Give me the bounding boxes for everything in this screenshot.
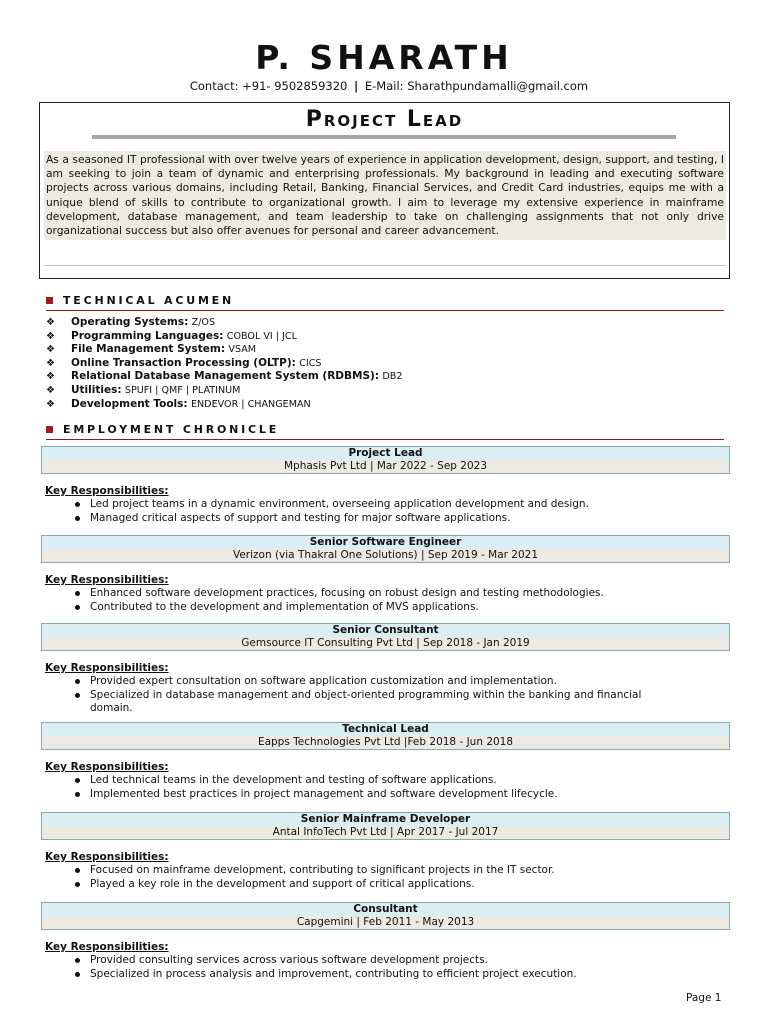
responsibility-item: Enhanced software development practices, focusing on robust design and testing methodologies. <box>45 587 685 601</box>
responsibility-item: Led project teams in a dynamic environment, overseeing application development and design. <box>45 498 685 512</box>
responsibility-item: Implemented best practices in project management and software development lifecycle. <box>45 788 685 802</box>
skill-item <box>46 357 726 371</box>
job-entry <box>0 902 768 992</box>
diamond-bullet-icon: ❖ <box>46 317 55 328</box>
diamond-bullet-icon: ❖ <box>46 344 55 356</box>
contact-separator: | <box>354 79 359 93</box>
responsibilities-list <box>45 498 685 525</box>
skill-value: CICS <box>299 357 322 369</box>
job-entry <box>0 535 768 625</box>
skill-key: File Management System: <box>71 343 226 356</box>
responsibilities-list <box>45 954 685 981</box>
key-responsibilities-label: Key Responsibilities: <box>45 485 169 497</box>
diamond-bullet-icon: ❖ <box>46 384 55 396</box>
summary-box <box>39 102 730 279</box>
contact-phone: Contact: +91- 9502859320 <box>189 79 348 93</box>
technical-acumen-heading <box>46 294 724 311</box>
section-marker-icon <box>46 426 53 433</box>
job-header <box>41 722 730 750</box>
key-responsibilities-label: Key Responsibilities: <box>45 662 169 674</box>
summary-divider <box>44 265 726 266</box>
skill-value: VSAM <box>228 344 257 356</box>
candidate-name: P. SHARATH <box>255 38 513 77</box>
responsibility-item: Provided consulting services across various software development projects. <box>45 954 685 968</box>
skill-key: Online Transaction Processing (OLTP): <box>71 356 296 369</box>
diamond-bullet-icon: ❖ <box>46 357 55 369</box>
responsibility-item: Focused on mainframe development, contributing to significant projects in the IT sector. <box>45 864 685 878</box>
title-underline <box>92 135 676 139</box>
skill-value: ENDEVOR | CHANGEMAN <box>190 398 311 410</box>
summary-text: As a seasoned IT professional with over twelve years of experience in application development, design, support, and testing, I am seeking to join a team of dynamic and enterprising professionals. My background in leading and executing software projects across various domains, including Retail, Banking, Financial Services, and Credit Card industries, equips me with a unique blend of skills to contribute to organizational growth. I aim to leverage my extensive experience in mainframe development, database management, and team leadership to take on challenging assignments that not only drive organizational success but also offer avenues for personal and career advancement. <box>44 151 726 240</box>
role-title: Project Lead <box>305 107 464 132</box>
job-entry <box>0 446 768 536</box>
skill-value: COBOL VI | JCL <box>226 330 297 342</box>
employment-chronicle-label: EMPLOYMENT CHRONICLE <box>63 423 280 436</box>
job-header <box>41 446 730 474</box>
skill-value: SPUFI | QMF | PLATINUM <box>124 384 241 396</box>
responsibility-item: Contributed to the development and implementation of MVS applications. <box>45 601 685 615</box>
responsibilities-list <box>45 587 685 614</box>
responsibility-item: Played a key role in the development and support of critical applications. <box>45 878 685 892</box>
key-responsibilities-label: Key Responsibilities: <box>45 574 169 586</box>
skill-key: Operating Systems: <box>71 316 189 328</box>
job-company-dates: Gemsource IT Consulting Pvt Ltd | Sep 2018 - Jan 2019 <box>42 637 729 650</box>
responsibilities-list <box>45 774 685 801</box>
diamond-bullet-icon: ❖ <box>46 371 55 383</box>
employment-chronicle-heading <box>46 423 724 440</box>
skill-key: Relational Database Management System (RDBMS): <box>71 370 380 383</box>
job-title: Senior Consultant <box>42 624 729 637</box>
job-company-dates: Antal InfoTech Pvt Ltd | Apr 2017 - Jul 2017 <box>42 826 729 839</box>
job-entry <box>0 812 768 902</box>
job-title: Project Lead <box>42 447 729 460</box>
job-entry <box>0 722 768 812</box>
job-title: Senior Software Engineer <box>42 536 729 549</box>
job-title: Senior Mainframe Developer <box>42 813 729 826</box>
job-company-dates: Capgemini | Feb 2011 - May 2013 <box>42 916 729 929</box>
diamond-bullet-icon: ❖ <box>46 398 55 410</box>
job-entry <box>0 623 768 713</box>
responsibilities-list <box>45 675 685 716</box>
job-company-dates: Verizon (via Thakral One Solutions) | Sep 2019 - Mar 2021 <box>42 549 729 562</box>
skill-value: Z/OS <box>191 317 216 328</box>
job-header <box>41 902 730 930</box>
job-title: Consultant <box>42 903 729 916</box>
skill-value: DB2 <box>382 371 403 383</box>
responsibilities-list <box>45 864 685 891</box>
section-marker-icon <box>46 297 53 304</box>
page-number: Page 1 <box>686 992 722 1004</box>
contact-email: E-Mail: Sharathpundamalli@gmail.com <box>364 79 589 93</box>
responsibility-item: Specialized in database management and object-oriented programming within the banking and financial domain. <box>45 689 685 716</box>
responsibility-item: Provided expert consultation on software application customization and implementation. <box>45 675 685 689</box>
job-header <box>41 812 730 840</box>
skill-item <box>46 316 726 330</box>
skill-key: Utilities: <box>71 383 122 396</box>
job-title: Technical Lead <box>42 723 729 736</box>
responsibility-item: Led technical teams in the development and testing of software applications. <box>45 774 685 788</box>
skill-item <box>46 384 726 398</box>
job-company-dates: Mphasis Pvt Ltd | Mar 2022 - Sep 2023 <box>42 460 729 473</box>
skill-item <box>46 370 726 384</box>
job-header <box>41 535 730 563</box>
skill-item <box>46 398 726 412</box>
job-header <box>41 623 730 651</box>
contact-line <box>0 79 768 93</box>
technical-acumen-label: TECHNICAL ACUMEN <box>63 294 235 307</box>
key-responsibilities-label: Key Responsibilities: <box>45 851 169 863</box>
skill-item <box>46 330 726 344</box>
key-responsibilities-label: Key Responsibilities: <box>45 941 169 953</box>
responsibility-item: Managed critical aspects of support and testing for major software applications. <box>45 512 685 526</box>
key-responsibilities-label: Key Responsibilities: <box>45 761 169 773</box>
diamond-bullet-icon: ❖ <box>46 330 55 342</box>
job-company-dates: Eapps Technologies Pvt Ltd |Feb 2018 - Jun 2018 <box>42 736 729 749</box>
skills-list <box>46 316 726 411</box>
skill-key: Programming Languages: <box>71 329 224 342</box>
skill-key: Development Tools: <box>71 397 188 410</box>
responsibility-item: Specialized in process analysis and improvement, contributing to efficient project execution. <box>45 968 685 982</box>
skill-item <box>46 343 726 357</box>
